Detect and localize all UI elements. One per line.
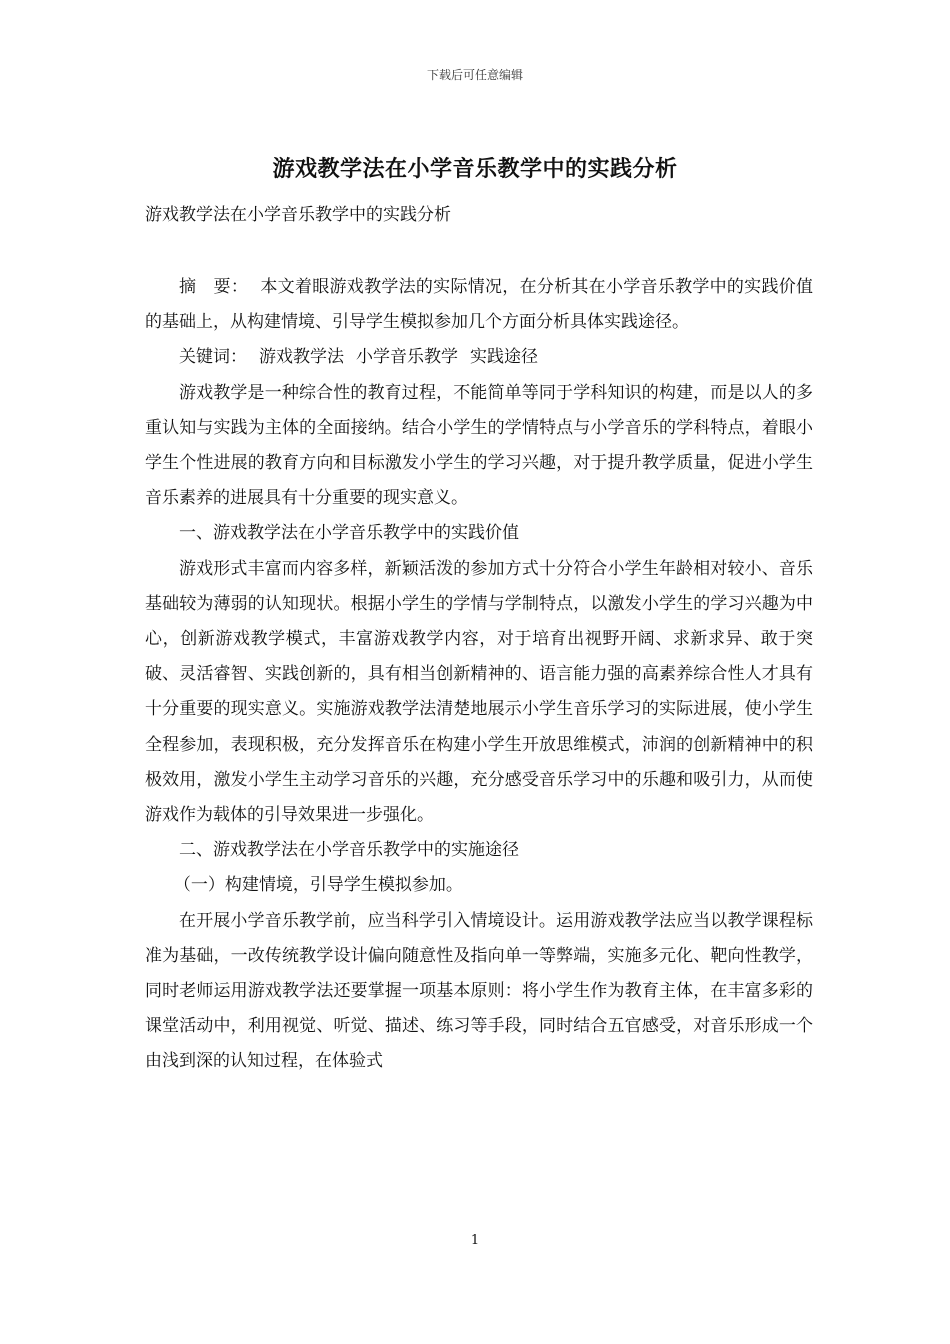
section-heading: 一、游戏教学法在小学音乐教学中的实践价值 bbox=[179, 523, 519, 544]
page-header-note: 下载后可任意编辑 bbox=[426, 68, 523, 82]
keywords-label: 关键词： bbox=[179, 347, 247, 368]
document-body bbox=[145, 270, 813, 1080]
abstract-paragraph bbox=[145, 270, 813, 340]
abstract-label: 摘 要： bbox=[179, 277, 249, 297]
intro-paragraph: 游戏教学是一种综合性的教育过程，不能简单等同于学科知识的构建，而是以人的多重认知与实践为主体的全面接纳。结合小学生的学情特点与小学音乐的学科特点，着眼小学生个性进展的教育方向和目标激发小学生的学习兴趣，对于提升教学质量，促进小学生音乐素养的进展具有十分重要的现实意义。 bbox=[145, 382, 813, 509]
section-heading: 二、游戏教学法在小学音乐教学中的实施途径 bbox=[179, 840, 519, 861]
abstract-text: 本文着眼游戏教学法的实际情况，在分析其在小学音乐教学中的实践价值的基础上，从构建情境、引导学生模拟参加几个方面分析具体实践途径。 bbox=[145, 277, 814, 333]
page-number: 1 bbox=[470, 1233, 480, 1248]
document-title: 游戏教学法在小学音乐教学中的实践分析 bbox=[272, 156, 678, 182]
keywords-paragraph bbox=[145, 340, 813, 375]
body-paragraph: 游戏形式丰富而内容多样，新颖活泼的参加方式十分符合小学生年龄相对较小、音乐基础较为薄弱的认知现状。根据小学生的学情与学制特点，以激发小学生的学习兴趣为中心，创新游戏教学模式，丰富游戏教学内容，对于培育出视野开阔、求新求异、敢于突破、灵活睿智、实践创新的，具有相当创新精神的、语言能力强的高素养综合性人才具有十分重要的现实意义。实施游戏教学法清楚地展示小学生音乐学习的实际进展，使小学生全程参加，表现积极，充分发挥音乐在构建小学生开放思维模式，沛润的创新精神中的积极效用，激发小学生主动学习音乐的兴趣，充分感受音乐学习中的乐趣和吸引力，从而使游戏作为载体的引导效果进一步强化。 bbox=[145, 558, 813, 826]
document-subtitle: 游戏教学法在小学音乐教学中的实践分析 bbox=[145, 205, 451, 225]
keyword: 实践途径 bbox=[470, 347, 538, 368]
keyword: 小学音乐教学 bbox=[356, 347, 458, 368]
body-paragraph: 在开展小学音乐教学前，应当科学引入情境设计。运用游戏教学法应当以教学课程标准为基础，一改传统教学设计偏向随意性及指向单一等弊端，实施多元化、靶向性教学，同时老师运用游戏教学法还要掌握一项基本原则：将小学生作为教育主体，在丰富多彩的课堂活动中，利用视觉、听觉、描述、练习等手段，同时结合五官感受，对音乐形成一个由浅到深的认知过程，在体验式 bbox=[145, 910, 813, 1072]
keyword: 游戏教学法 bbox=[259, 347, 344, 368]
subsection-heading: （一）构建情境，引导学生模拟参加。 bbox=[173, 875, 463, 896]
